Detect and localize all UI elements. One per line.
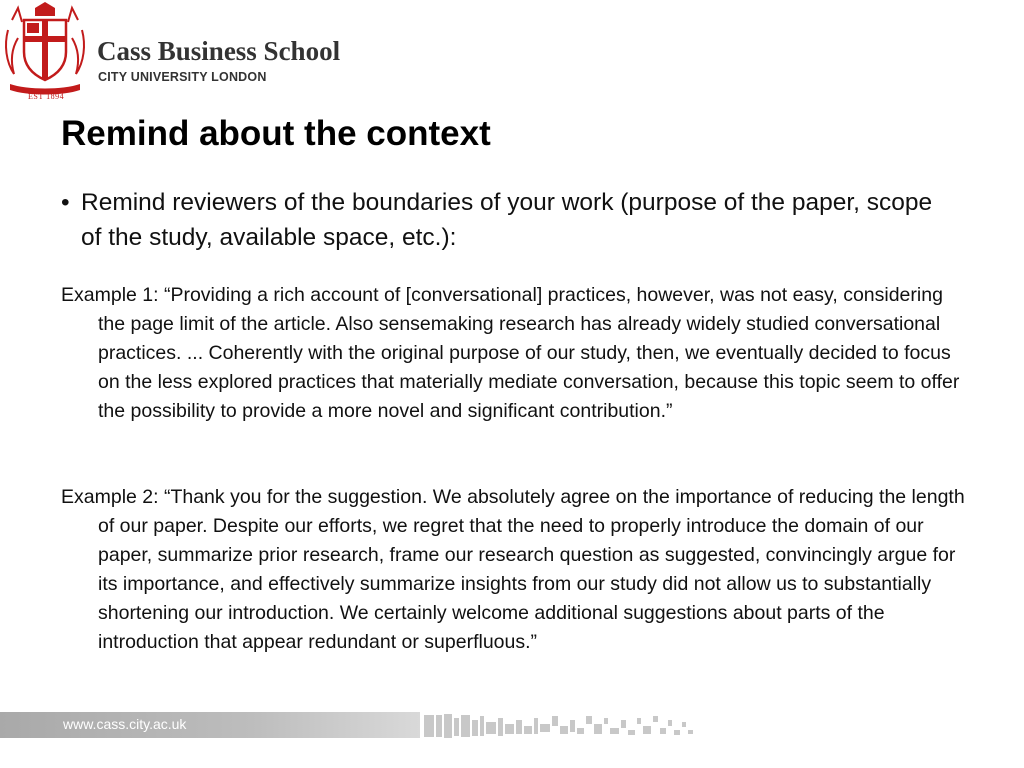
bullet-point: [61, 185, 941, 255]
footer-url[interactable]: www.cass.city.ac.uk: [63, 716, 187, 732]
school-subtitle: CITY UNIVERSITY LONDON: [98, 70, 267, 84]
example-1-quote: Example 1: “Providing a rich account of [conversational] practices, however, was not easy, considering the page limit of the article. Also sensemaking research has already widely studied conversational practices. ... Coherently with the original purpose of our study, then, we eventually decided to focus on the less explored practices that materially mediate conversation, because this topic seem to offer the possibility to provide a more novel and significant contribution.”: [61, 284, 960, 422]
cass-crest-logo: [2, 0, 88, 104]
bullet-marker: •: [61, 189, 70, 216]
example-2-quote: Example 2: “Thank you for the suggestion. We absolutely agree on the importance of reducing the length of our paper. Despite our efforts, we regret that the need to properly introduce the domain of our paper, summarize prior research, frame our research question as suggested, convincingly argue for its importance, and effectively summarize insights from our study did not allow us to substantially shortening our introduction. We certainly welcome additional suggestions about parts of the introduction that appear redundant or superfluous.”: [61, 486, 965, 653]
bullet-text: Remind reviewers of the boundaries of your work (purpose of the paper, scope of the study, available space, etc.):: [81, 189, 933, 251]
slide-title: Remind about the context: [61, 114, 491, 153]
school-name: Cass Business School: [97, 36, 341, 66]
footer-decorative-pattern: [424, 712, 700, 740]
crest-established-text: EST 1894: [28, 92, 65, 101]
